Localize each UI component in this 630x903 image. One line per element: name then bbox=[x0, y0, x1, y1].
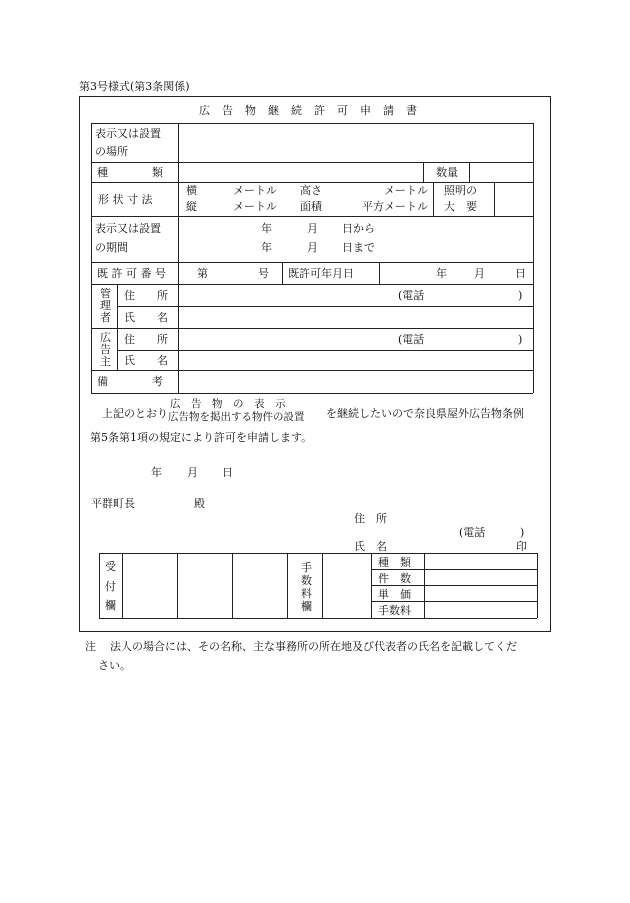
period-from-year: 年 bbox=[261, 222, 272, 235]
applicant-address-label: 住 所 bbox=[354, 512, 387, 525]
fee-char-3: 料 bbox=[301, 587, 312, 600]
period-from-month: 月 bbox=[307, 222, 318, 235]
fee-char-2: 数 bbox=[301, 574, 312, 587]
statement-suffix: を継続したいので奈良県屋外広告物条例 bbox=[326, 407, 524, 420]
permit-date-label: 既許可年月日 bbox=[288, 267, 354, 280]
lighting-label-line1: 照明の bbox=[444, 184, 477, 197]
permit-number-suffix: 号 bbox=[258, 267, 269, 280]
period-to-day: 日まで bbox=[342, 241, 375, 254]
statement-option-lower: 広告物を掲出する物件の設置 bbox=[168, 411, 305, 423]
reception-char-2: 付 bbox=[105, 580, 116, 593]
manager-char-2: 理 bbox=[100, 299, 111, 312]
location-label-line1: 表示又は設置 bbox=[95, 127, 161, 140]
form-number-label: 第3号様式(第3条関係) bbox=[79, 80, 190, 93]
reception-stamp-cell-1[interactable] bbox=[124, 554, 176, 617]
date-month: 月 bbox=[187, 466, 198, 479]
quantity-field[interactable] bbox=[471, 163, 532, 181]
permit-number-label: 既 許 可 番 号 bbox=[97, 267, 166, 280]
lighting-field[interactable] bbox=[496, 183, 532, 215]
period-label-line2: の期間 bbox=[95, 241, 128, 254]
type-label: 種 類 bbox=[97, 166, 163, 179]
advertiser-address-label: 住 所 bbox=[124, 333, 168, 346]
manager-address-label: 住 所 bbox=[124, 289, 168, 302]
fee-row-unit-price: 単 価 bbox=[378, 588, 411, 601]
manager-phone-open: (電話 bbox=[398, 289, 425, 302]
height-unit: メートル bbox=[384, 184, 428, 197]
date-day: 日 bbox=[222, 466, 233, 479]
manager-name-label: 氏 名 bbox=[124, 311, 168, 324]
statement-line2: 第5条第1項の規定により許可を申請します。 bbox=[90, 431, 313, 444]
manager-char-3: 者 bbox=[100, 311, 111, 324]
fee-row-count: 件 数 bbox=[378, 572, 411, 585]
period-to-month: 月 bbox=[307, 241, 318, 254]
manager-phone-close: ) bbox=[518, 289, 523, 302]
reception-stamp-cell-3[interactable] bbox=[234, 554, 286, 617]
statement-option-upper: 広 告 物 の 表 示 bbox=[170, 398, 286, 410]
location-field[interactable] bbox=[180, 124, 532, 161]
depth-label: 縦 bbox=[186, 200, 197, 213]
applicant-phone-close: ) bbox=[520, 526, 525, 539]
fee-row-fee: 手数料 bbox=[378, 604, 411, 617]
manager-char-1: 管 bbox=[100, 287, 111, 300]
form-title: 広 告 物 継 続 許 可 申 請 書 bbox=[199, 104, 418, 117]
applicant-phone-open: (電話 bbox=[459, 526, 486, 539]
location-label-line2: の場所 bbox=[95, 145, 128, 158]
applicant-name-label: 氏 名 bbox=[354, 540, 387, 553]
reception-char-1: 受 bbox=[105, 560, 116, 573]
advertiser-char-3: 主 bbox=[100, 355, 111, 368]
statement-prefix: 上記のとおり bbox=[102, 407, 168, 420]
reception-stamp-cell-2[interactable] bbox=[179, 554, 231, 617]
fee-row-type: 種 類 bbox=[378, 556, 411, 569]
advertiser-char-2: 告 bbox=[100, 343, 111, 356]
reception-char-3: 欄 bbox=[105, 599, 116, 612]
type-field[interactable] bbox=[180, 163, 422, 181]
quantity-label: 数量 bbox=[436, 166, 458, 179]
advertiser-name-label: 氏 名 bbox=[124, 354, 168, 367]
lighting-label-line2: 大 要 bbox=[444, 200, 477, 213]
permit-date-month: 月 bbox=[474, 267, 485, 280]
permit-number-prefix: 第 bbox=[197, 267, 208, 280]
permit-date-year: 年 bbox=[436, 267, 447, 280]
note-line2: さい。 bbox=[98, 659, 131, 672]
addressee-honorific: 殿 bbox=[194, 497, 205, 510]
width-label: 横 bbox=[186, 184, 197, 197]
area-unit: 平方メートル bbox=[362, 200, 428, 213]
period-label-line1: 表示又は設置 bbox=[95, 222, 161, 235]
remarks-field[interactable] bbox=[180, 371, 532, 392]
remarks-label: 備 考 bbox=[97, 375, 163, 388]
period-from-day: 日から bbox=[342, 222, 375, 235]
fee-char-1: 手 bbox=[301, 561, 312, 574]
seal-mark: 印 bbox=[516, 540, 527, 553]
period-to-year: 年 bbox=[261, 241, 272, 254]
note-line1: 法人の場合には、その名称、主な事務所の所在地及び代表者の氏名を記載してくだ bbox=[110, 640, 517, 653]
note-marker: 注 bbox=[85, 640, 96, 653]
height-label: 高さ bbox=[300, 184, 322, 197]
advertiser-char-1: 広 bbox=[100, 331, 111, 344]
advertiser-phone-open: (電話 bbox=[398, 333, 425, 346]
advertiser-phone-close: ) bbox=[518, 333, 523, 346]
shape-label: 形 状 寸 法 bbox=[98, 193, 153, 206]
fee-char-4: 欄 bbox=[301, 600, 312, 613]
width-unit: メートル bbox=[233, 184, 277, 197]
permit-date-day: 日 bbox=[515, 267, 526, 280]
date-year: 年 bbox=[151, 466, 162, 479]
addressee-name: 平群町長 bbox=[91, 497, 135, 510]
depth-unit: メートル bbox=[233, 200, 277, 213]
area-label: 面積 bbox=[300, 200, 322, 213]
